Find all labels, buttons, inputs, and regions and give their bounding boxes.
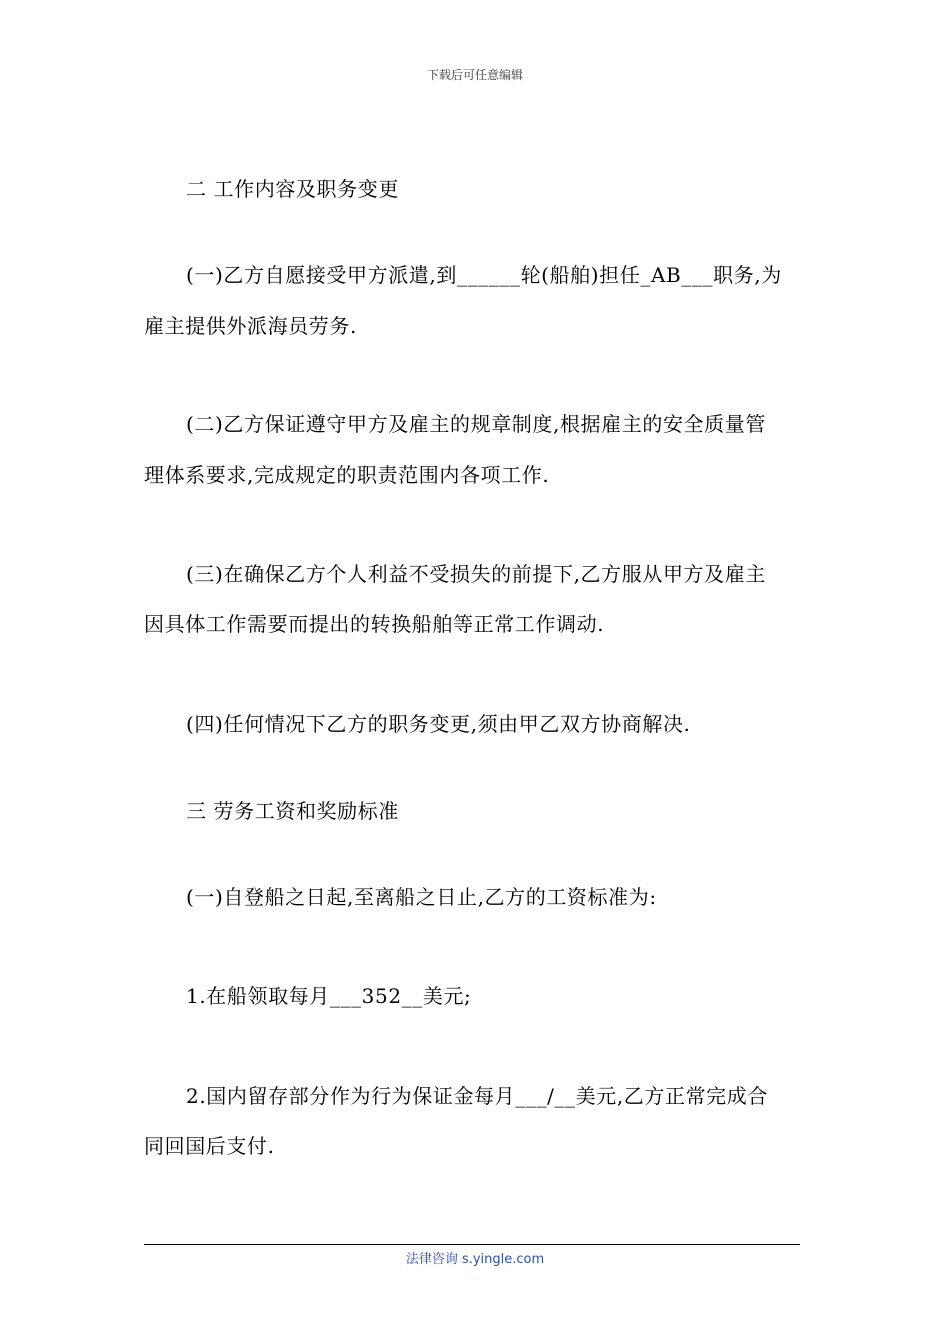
- footer-divider: [144, 1244, 800, 1245]
- paragraph-2-3-line-2: 因具体工作需要而提出的转换船舶等正常工作调动.: [144, 612, 605, 636]
- paragraph-2-2-line-2: 理体系要求,完成规定的职责范围内各项工作.: [144, 463, 550, 487]
- footer-link[interactable]: 法律咨询 s.yingle.com: [405, 1252, 545, 1267]
- item-3-1-2-line-2: 同回国后支付.: [144, 1134, 275, 1158]
- paragraph-2-4: (四)任何情况下乙方的职务变更,须由甲乙双方协商解决.: [186, 712, 691, 736]
- paragraph-3-1: (一)自登船之日起,至离船之日止,乙方的工资标准为:: [186, 885, 657, 909]
- paragraph-2-1-line-2: 雇主提供外派海员劳务.: [144, 314, 357, 338]
- item-3-1-1: 1.在船领取每月___352__美元;: [186, 984, 472, 1008]
- header-note: 下载后可任意编辑: [426, 68, 523, 82]
- item-3-1-2-line-1: 2.国内留存部分作为行为保证金每月___/__美元,乙方正常完成合: [186, 1084, 768, 1108]
- section-heading-2: 二 工作内容及职务变更: [186, 177, 399, 201]
- paragraph-2-2-line-1: (二)乙方保证遵守甲方及雇主的规章制度,根据雇主的安全质量管: [186, 412, 766, 436]
- paragraph-2-3-line-1: (三)在确保乙方个人利益不受损失的前提下,乙方服从甲方及雇主: [186, 562, 766, 586]
- paragraph-2-1-line-1: (一)乙方自愿接受甲方派遣,到______轮(船舶)担任_AB___职务,为: [186, 263, 782, 287]
- section-heading-3: 三 劳务工资和奖励标准: [186, 799, 399, 823]
